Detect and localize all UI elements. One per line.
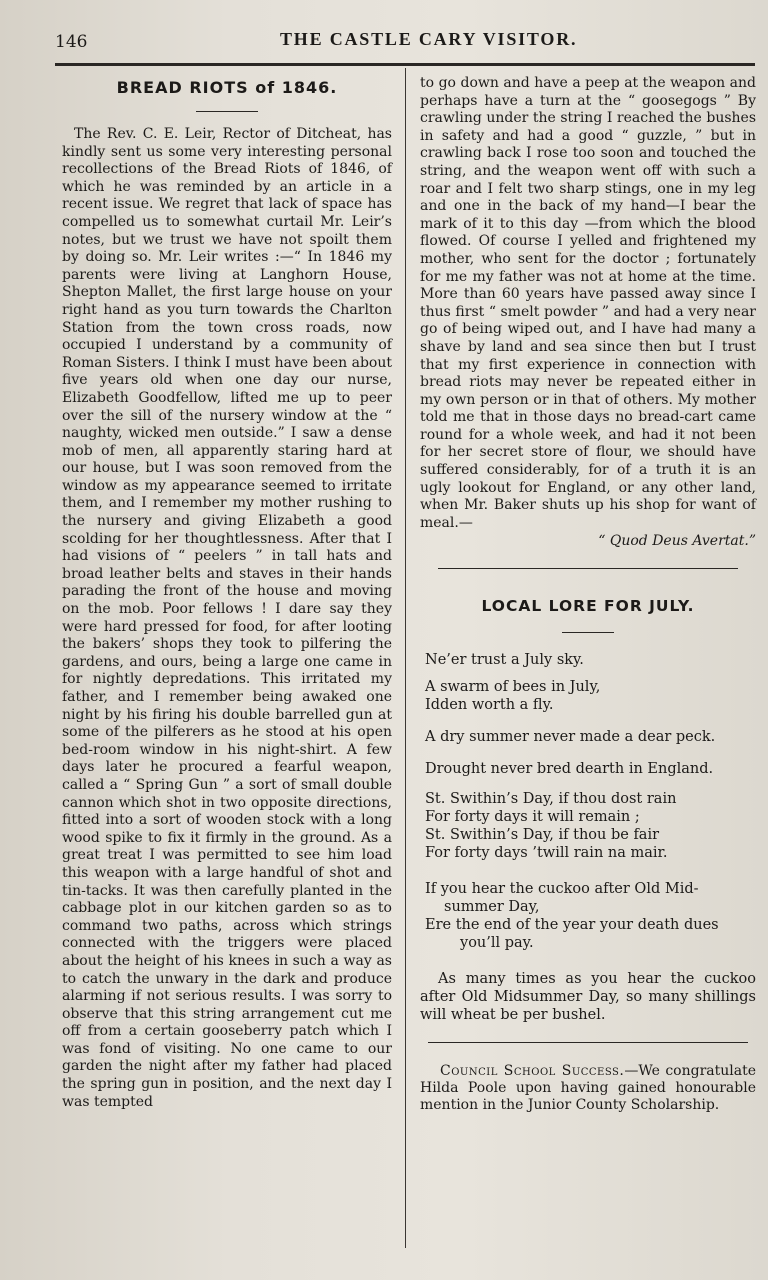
saying-6-line-4: you’ll pay. <box>460 935 534 952</box>
bread-riots-body: The Rev. C. E. Leir, Rector of Ditcheat, has kindly sent us some very interesting personal recollections of the Bread Riots of 1846, of which he was reminded by an article in a recent issue. We regret that lack of space has compelled us to somewhat curtail Mr. Leir’s notes, but we trust we have not spoilt them by doing so. Mr. Leir writes :—“ In 1846 my parents were living at Langhorn House, Shepton Mallet, the first large house on your right hand as you turn towards the Charlton Station from the town cross roads, now occupied I understand by a community of Roman Sisters. I think I must have been about five years old when one day our nurse, Elizabeth Goodfellow, lifted me up to peer over the sill of the nursery window at the “ naughty, wicked men outside.” I saw a dense mob of men, all apparently staring hard at our house, but I was soon removed from the window as my appearance seemed to irritate them, and I remember my mother rushing to the nursery and giving Elizabeth a good scolding for her thoughtlessness. After that I had visions of “ peelers ” in tall hats and broad leather belts and staves in their hands parading the front of the house and moving on the mob. Poor fellows ! I dare say they were hard pressed for food, for after looting the bakers’ shops they took to pilfering the gardens, and ours, being a large one came in for nightly depredations. This irritated my father, and I remember being awaked one night by his firing his double barrelled gun at some of the pilferers as he stood at his open bed-room window in his night-shirt. A few days later he procured a fearful weapon, called a “ Spring Gun ” a sort of small double cannon which shot in two opposite directions, fitted into a sort of wooden stock with a long wood spike to fix it firmly in the ground. As a great treat I was permitted to see him load this weapon with a large handful of shot and tin-tacks. It was then carefully planted in the cabbage plot in our kitchen garden so as to command two paths, across which strings connected with the triggers were placed about the height of his knees in such a way as to catch the unwary in the dark and produce alarming if not serious results. I was sorry to observe that this string arrangement cut me off from a certain gooseberry patch which I was fond of visiting. No one came to our garden the night after my father had placed the spring gun in position, and the next day I was tempted <box>62 126 392 1110</box>
page-header <box>0 28 768 58</box>
running-title: THE CASTLE CARY VISITOR. <box>280 29 578 49</box>
saying-2-line-2: Idden worth a fly. <box>425 697 554 714</box>
council-notice-heading: Council School Success. <box>440 1063 625 1080</box>
title-rule <box>196 111 258 112</box>
saying-6-line-3: Ere the end of the year your death dues <box>425 917 719 934</box>
saying-4: Drought never bred dearth in England. <box>425 761 714 778</box>
council-notice <box>420 1063 756 1114</box>
saying-5-line-4: For forty days ’twill rain na mair. <box>425 845 668 862</box>
local-lore-list <box>420 651 756 1024</box>
saying-6-line-1: If you hear the cuckoo after Old Mid- <box>425 881 699 898</box>
bread-riots-signature: “ Quod Deus Avertat.” <box>598 533 756 550</box>
left-column <box>62 74 392 1111</box>
saying-5-line-2: For forty days it will remain ; <box>425 809 640 826</box>
bread-riots-continuation: to go down and have a peep at the weapon and perhaps have a turn at the “ goosegogs ” By crawling under the string I reached the bushes in safety and had a good “ guzzle, ” but in crawling back I rose too soon and touched the string, and the weapon went off with such a roar and I felt two sharp stings, one in my leg and one in the back of my hand—I bear the mark of it to this day —from which the blood flowed. Of course I yelled and frightened my mother, who sent for the doctor ; fortunately for me my father was not at home at the time. More than 60 years have passed away since I thus first “ smelt powder ” and had a very near go of being wiped out, and I have had many a shave by land and sea since then but I trust that my first experience in connection with bread riots may never be repeated either in my own person or in that of others. My mother told me that in those days no bread-cart came round for a whole week, and had it not been for her secret store of flour, we should have suffered considerably, for of a truth it is an ugly lookout for England, or any other land, when Mr. Baker shuts up his shop for want of meal.— <box>420 75 756 531</box>
saying-7: As many times as you hear the cuckoo after Old Midsummer Day, so many shillings will wheat be per bushel. <box>420 971 756 1024</box>
bread-riots-title: BREAD RIOTS of 1846. <box>116 78 338 97</box>
header-rule <box>55 63 755 66</box>
local-lore-title: LOCAL LORE FOR JULY. <box>481 597 695 616</box>
lore-title-rule <box>562 632 614 633</box>
right-column <box>420 75 756 1114</box>
column-divider <box>405 68 406 1248</box>
saying-1: Ne’er trust a July sky. <box>425 652 584 669</box>
saying-3: A dry summer never made a dear peck. <box>425 729 716 746</box>
notice-divider <box>428 1042 748 1043</box>
saying-5-line-1: St. Swithin’s Day, if thou dost rain <box>425 791 677 808</box>
council-notice-text: —We congratulate Hilda Poole upon having gained honourable mention in the Junior County Scholarship. <box>420 1063 756 1114</box>
saying-6-line-2: summer Day, <box>444 899 540 916</box>
section-divider <box>438 568 738 569</box>
page-number: 146 <box>55 32 88 52</box>
saying-2-line-1: A swarm of bees in July, <box>425 679 601 696</box>
saying-5-line-3: St. Swithin’s Day, if thou be fair <box>425 827 660 844</box>
